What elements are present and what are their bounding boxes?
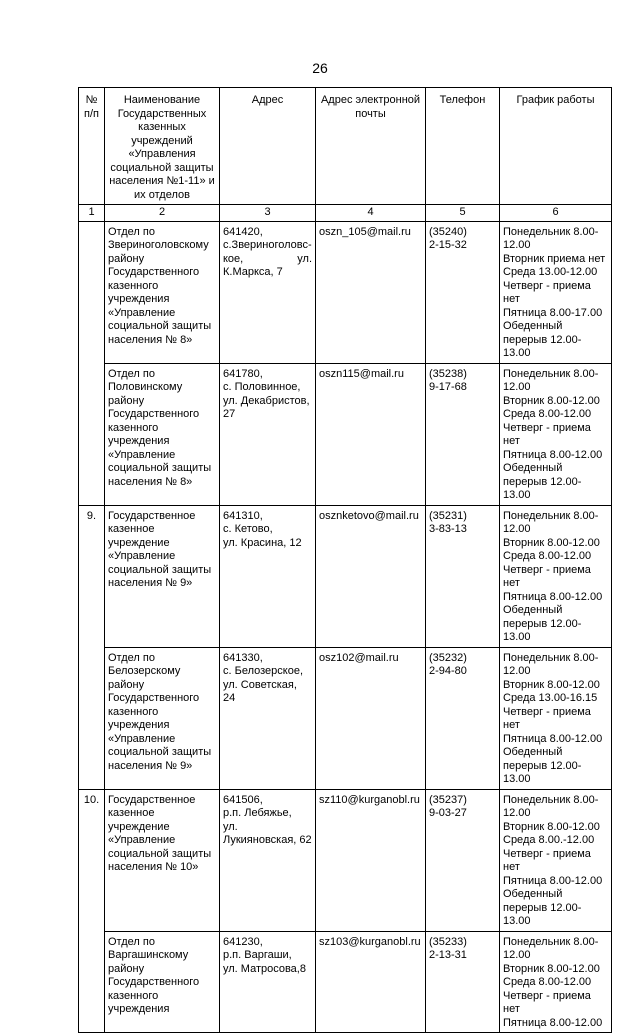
institution-name: Государственное казенное учреждение «Управление социальной защиты населения № 10» <box>105 789 220 931</box>
table-row <box>79 221 612 363</box>
phone-number <box>426 363 500 505</box>
schedule-line: Вторник 8.00-12.00 <box>503 962 600 975</box>
phone-line: 9-17-68 <box>429 381 467 393</box>
row-number: 10. <box>79 789 105 931</box>
phone-line: (35232) <box>429 651 467 664</box>
address-line: К.Маркса, 7 <box>223 266 283 278</box>
schedule-line: Четверг - приема нет <box>503 989 591 1015</box>
schedule-line: Понедельник 8.00-12.00 <box>503 793 599 819</box>
table-row <box>79 789 612 931</box>
header-schedule: График работы <box>500 88 612 205</box>
schedule-line: Вторник 8.00-12.00 <box>503 394 600 407</box>
address-line: 641420, <box>223 225 263 238</box>
phone-line: (35238) <box>429 367 467 380</box>
schedule-line: Вторник приема нет <box>503 252 606 265</box>
institution-name: Отдел по Белозерскому району Государственного казенного учреждения «Управление социальной защиты населения № 9» <box>105 647 220 789</box>
page-number: 26 <box>312 60 328 76</box>
address-line: ул. Декабристов, 27 <box>223 394 310 420</box>
address-line: с. Половинное, <box>223 381 301 393</box>
phone-number <box>426 221 500 363</box>
schedule-line: Среда 13.00-16.15 <box>503 692 598 704</box>
phone-line: 3-83-13 <box>429 523 467 535</box>
schedule-line: Среда 13.00-12.00 <box>503 266 598 278</box>
institution-name: Государственное казенное учреждение «Управление социальной защиты населения № 9» <box>105 505 220 647</box>
phone-number <box>426 647 500 789</box>
schedule-line: Четверг - приема нет <box>503 847 591 873</box>
address-line: р.п. Варгаши, <box>223 949 292 961</box>
address-line: 641780, <box>223 367 263 380</box>
work-schedule <box>500 789 612 931</box>
row-number <box>79 221 105 363</box>
address-line: ул. Матросова,8 <box>223 962 306 975</box>
phone-number <box>426 505 500 647</box>
work-schedule <box>500 363 612 505</box>
schedule-line: Пятница 8.00-12.00 <box>503 732 603 745</box>
column-number: 3 <box>220 205 316 222</box>
institution-address <box>220 647 316 789</box>
address-line: 641506, <box>223 793 263 806</box>
row-number: 9. <box>79 505 105 647</box>
phone-line: (35237) <box>429 793 467 806</box>
phone-line: 2-13-31 <box>429 949 467 961</box>
institution-address <box>220 789 316 931</box>
address-line: 641310, <box>223 509 263 522</box>
schedule-line: Обеденный перерыв 12.00-13.00 <box>503 462 582 501</box>
schedule-line: Вторник 8.00-12.00 <box>503 678 600 691</box>
address-line: кое, <box>223 252 244 265</box>
header-row <box>79 88 612 205</box>
address-line: ул. Советская, 24 <box>223 678 297 704</box>
schedule-line: Понедельник 8.00-12.00 <box>503 509 599 535</box>
phone-line: 9-03-27 <box>429 807 467 819</box>
schedule-line: Пятница 8.00-17.00 <box>503 306 603 319</box>
schedule-line: Пятница 8.00-12.00 <box>503 1016 603 1029</box>
schedule-line: Пятница 8.00-12.00 <box>503 874 603 887</box>
institution-name: Отдел по Половинскому району Государственного казенного учреждения «Управление социальной защиты населения № 8» <box>105 363 220 505</box>
address-line: с.Звериноголовс- <box>223 239 312 251</box>
table-row <box>79 363 612 505</box>
schedule-line: Среда 8.00-12.00 <box>503 550 592 562</box>
header-address: Адрес <box>220 88 316 205</box>
column-number: 2 <box>105 205 220 222</box>
schedule-line: Среда 8.00-12.00 <box>503 408 592 420</box>
work-schedule <box>500 505 612 647</box>
phone-line: 2-15-32 <box>429 239 467 251</box>
row-number <box>79 647 105 789</box>
row-number <box>79 931 105 1033</box>
column-number: 6 <box>500 205 612 222</box>
address-line: с. Кетово, <box>223 523 273 535</box>
column-number-row <box>79 205 612 222</box>
schedule-line: Вторник 8.00-12.00 <box>503 536 600 549</box>
institution-name: Отдел по Варгашинскому району Государственного казенного учреждения <box>105 931 220 1033</box>
phone-number <box>426 789 500 931</box>
header-num: № п/п <box>79 88 105 205</box>
column-number: 5 <box>426 205 500 222</box>
phone-line: (35233) <box>429 935 467 948</box>
institution-address <box>220 221 316 363</box>
work-schedule <box>500 647 612 789</box>
address-line: ул. <box>297 252 312 265</box>
schedule-line: Понедельник 8.00-12.00 <box>503 935 599 961</box>
table-row <box>79 931 612 1033</box>
schedule-line: Четверг - приема нет <box>503 563 591 589</box>
address-line: р.п. Лебяжье, <box>223 807 292 819</box>
schedule-line: Четверг - приема нет <box>503 705 591 731</box>
work-schedule <box>500 221 612 363</box>
address-line: ул. Лукияновская, 62 <box>223 820 312 846</box>
schedule-line: Обеденный перерыв 12.00-13.00 <box>503 746 582 785</box>
row-number <box>79 363 105 505</box>
header-email: Адрес электронной почты <box>316 88 426 205</box>
schedule-line: Понедельник 8.00-12.00 <box>503 367 599 393</box>
email-address: sz103@kurganobl.ru <box>316 931 426 1033</box>
column-number: 1 <box>79 205 105 222</box>
table-row <box>79 647 612 789</box>
email-address: sz110@kurganobl.ru <box>316 789 426 931</box>
schedule-line: Среда 8.00-12.00 <box>503 976 592 988</box>
address-line: с. Белозерское, <box>223 665 304 677</box>
schedule-line: Вторник 8.00-12.00 <box>503 820 600 833</box>
email-address: osz102@mail.ru <box>316 647 426 789</box>
institution-address <box>220 505 316 647</box>
email-address: osznketovo@mail.ru <box>316 505 426 647</box>
header-phone: Телефон <box>426 88 500 205</box>
address-line: ул. Красина, 12 <box>223 536 302 549</box>
work-schedule <box>500 931 612 1033</box>
schedule-line: Понедельник 8.00-12.00 <box>503 651 599 677</box>
schedule-line: Среда 8.00.-12.00 <box>503 834 595 846</box>
institution-address <box>220 931 316 1033</box>
address-line: 641330, <box>223 651 263 664</box>
header-name: Наименование Государственных казенных учреждений «Управления социальной защиты населения №1-11» и их отделов <box>105 88 220 205</box>
institutions-table <box>78 87 612 1033</box>
schedule-line: Пятница 8.00-12.00 <box>503 590 603 603</box>
phone-line: (35231) <box>429 509 467 522</box>
schedule-line: Обеденный перерыв 12.00-13.00 <box>503 888 582 927</box>
table-row <box>79 505 612 647</box>
phone-line: 2-94-80 <box>429 665 467 677</box>
schedule-line: Пятница 8.00-12.00 <box>503 448 603 461</box>
schedule-line: Обеденный перерыв 12.00-13.00 <box>503 320 582 359</box>
phone-line: (35240) <box>429 225 467 238</box>
institution-name: Отдел по Звериноголовскому району Государственного казенного учреждения «Управление социальной защиты населения № 8» <box>105 221 220 363</box>
schedule-line: Четверг - приема нет <box>503 279 591 305</box>
email-address: oszn_105@mail.ru <box>316 221 426 363</box>
address-line: 641230, <box>223 935 263 948</box>
schedule-line: Понедельник 8.00-12.00 <box>503 225 599 251</box>
schedule-line: Обеденный перерыв 12.00-13.00 <box>503 604 582 643</box>
schedule-line: Четверг - приема нет <box>503 421 591 447</box>
email-address: oszn115@mail.ru <box>316 363 426 505</box>
institution-address <box>220 363 316 505</box>
column-number: 4 <box>316 205 426 222</box>
phone-number <box>426 931 500 1033</box>
